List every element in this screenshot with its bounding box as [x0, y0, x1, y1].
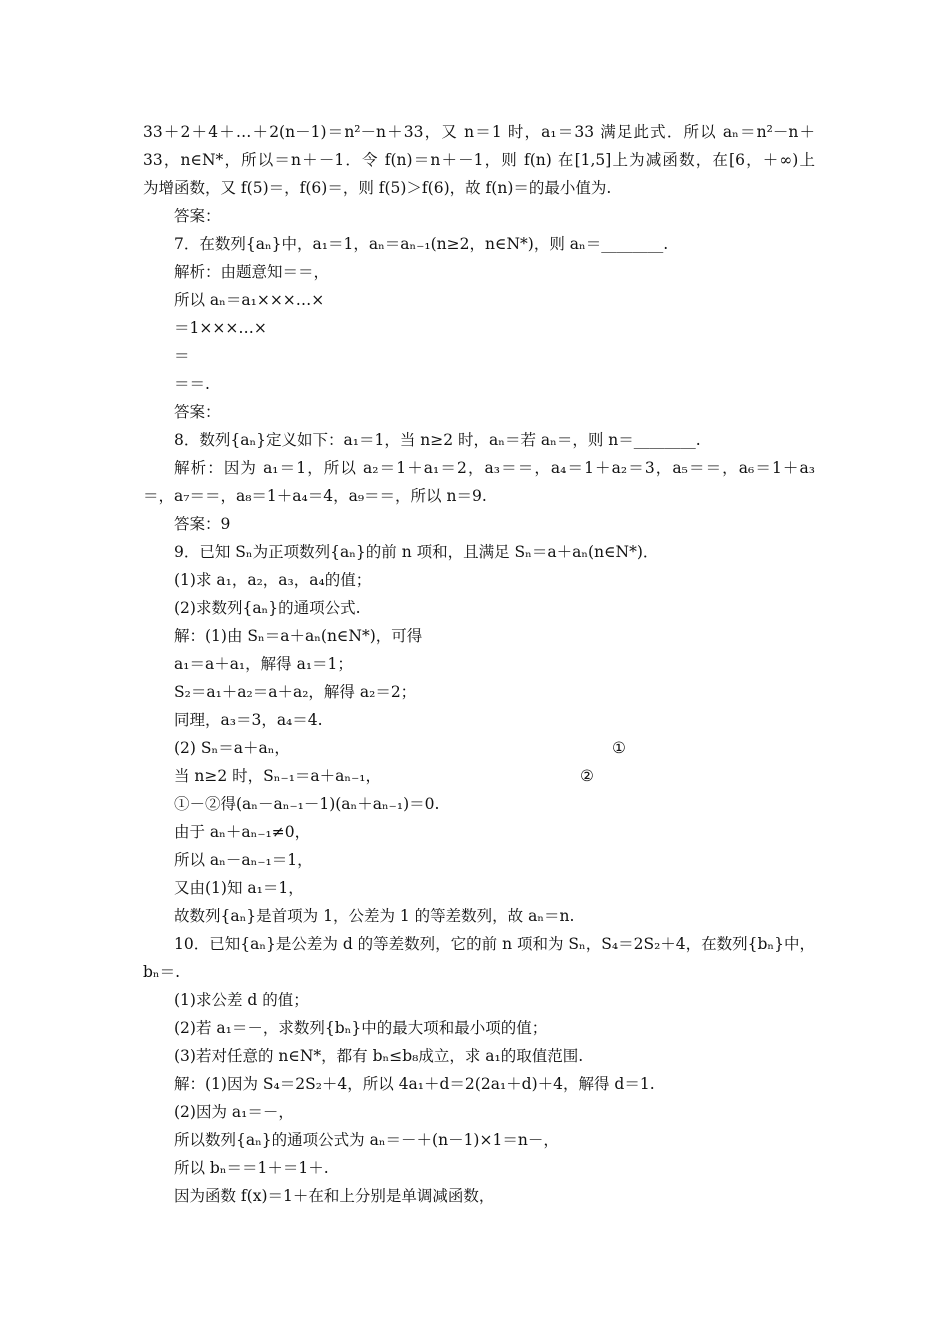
text-line: 33，n∈N*，所以＝n＋－1．令 f(n)＝n＋－1，则 f(n) 在[1,5]上为减函数，在[6，＋∞)上 [143, 151, 815, 169]
text-line: ①－②得(aₙ－aₙ₋₁－1)(aₙ＋aₙ₋₁)＝0. [174, 795, 440, 813]
text-line: 解：(1)因为 S₄＝2S₂＋4，所以 4a₁＋d＝2(2a₁＋d)＋4，解得 d＝1. [174, 1075, 655, 1093]
text-line: ＝1×××…× [174, 319, 267, 337]
text-line: a₁＝a＋a₁，解得 a₁＝1； [174, 655, 353, 673]
text-line: S₂＝a₁＋a₂＝a＋a₂，解得 a₂＝2； [174, 683, 417, 701]
text-line: 答案： [174, 207, 221, 225]
text-line: 当 n≥2 时，Sₙ₋₁＝a＋aₙ₋₁， [174, 767, 381, 785]
text-line: 解：(1)由 Sₙ＝a＋aₙ(n∈N*)，可得 [174, 627, 423, 645]
text-line: 8．数列{aₙ}定义如下：a₁＝1，当 n≥2 时，aₙ＝若 aₙ＝，则 n＝________. [174, 431, 701, 449]
text-line: 9．已知 Sₙ为正项数列{aₙ}的前 n 项和，且满足 Sₙ＝a＋aₙ(n∈N*)． [174, 543, 659, 561]
text-line: 33＋2＋4＋…＋2(n－1)＝n²－n＋33，又 n＝1 时，a₁＝33 满足此式．所以 aₙ＝n²－n＋ [143, 123, 815, 141]
text-line: 同理，a₃＝3，a₄＝4. [174, 711, 323, 729]
text-line: (1)求 a₁，a₂，a₃，a₄的值； [174, 571, 372, 589]
text-line: 答案： [174, 403, 221, 421]
text-line: (2)若 a₁＝－，求数列{bₙ}中的最大项和最小项的值； [174, 1019, 548, 1037]
text-line: 所以数列{aₙ}的通项公式为 aₙ＝－＋(n－1)×1＝n－， [174, 1131, 559, 1149]
equation-marker-1: ① [612, 739, 626, 757]
text-line: 由于 aₙ＋aₙ₋₁≠0， [174, 823, 311, 841]
text-line: 7．在数列{aₙ}中，a₁＝1，aₙ＝aₙ₋₁(n≥2，n∈N*)，则 aₙ＝________. [174, 235, 669, 253]
equation-marker-2: ② [580, 767, 594, 785]
text-line: ＝，a₇＝＝，a₈＝1＋a₄＝4，a₉＝＝，所以 n＝9. [143, 487, 487, 505]
text-line: 所以 aₙ＝a₁×××…× [174, 291, 325, 309]
text-line: 答案：9 [174, 515, 231, 533]
text-line: ＝ [174, 347, 190, 365]
text-line: 又由(1)知 a₁＝1， [174, 879, 304, 897]
text-line: 因为函数 f(x)＝1＋在和上分别是单调减函数， [174, 1187, 495, 1205]
text-line: (1)求公差 d 的值； [174, 991, 309, 1009]
text-line: 解析：由题意知＝＝， [174, 263, 330, 281]
text-line: (3)若对任意的 n∈N*，都有 bₙ≤b₈成立，求 a₁的取值范围. [174, 1047, 584, 1065]
text-line: (2) Sₙ＝a＋aₙ， [174, 739, 290, 757]
text-line: 所以 aₙ－aₙ₋₁＝1， [174, 851, 313, 869]
text-line: bₙ＝. [143, 963, 181, 981]
text-line: 10．已知{aₙ}是公差为 d 的等差数列，它的前 n 项和为 Sₙ，S₄＝2S₂＋4，在数列{bₙ}中， [174, 935, 815, 953]
text-line: 为增函数，又 f(5)＝，f(6)＝，则 f(5)＞f(6)，故 f(n)＝的最小值为. [143, 179, 612, 197]
text-line: 所以 bₙ＝＝1＋＝1＋. [174, 1159, 329, 1177]
text-line: 解析：因为 a₁＝1，所以 a₂＝1＋a₁＝2，a₃＝＝，a₄＝1＋a₂＝3，a₅＝＝，a₆＝1＋a₃ [174, 459, 815, 477]
text-line: 故数列{aₙ}是首项为 1，公差为 1 的等差数列，故 aₙ＝n. [174, 907, 575, 925]
text-line: ＝＝. [174, 375, 210, 393]
text-line: (2)求数列{aₙ}的通项公式. [174, 599, 361, 617]
text-line: (2)因为 a₁＝－， [174, 1103, 294, 1121]
